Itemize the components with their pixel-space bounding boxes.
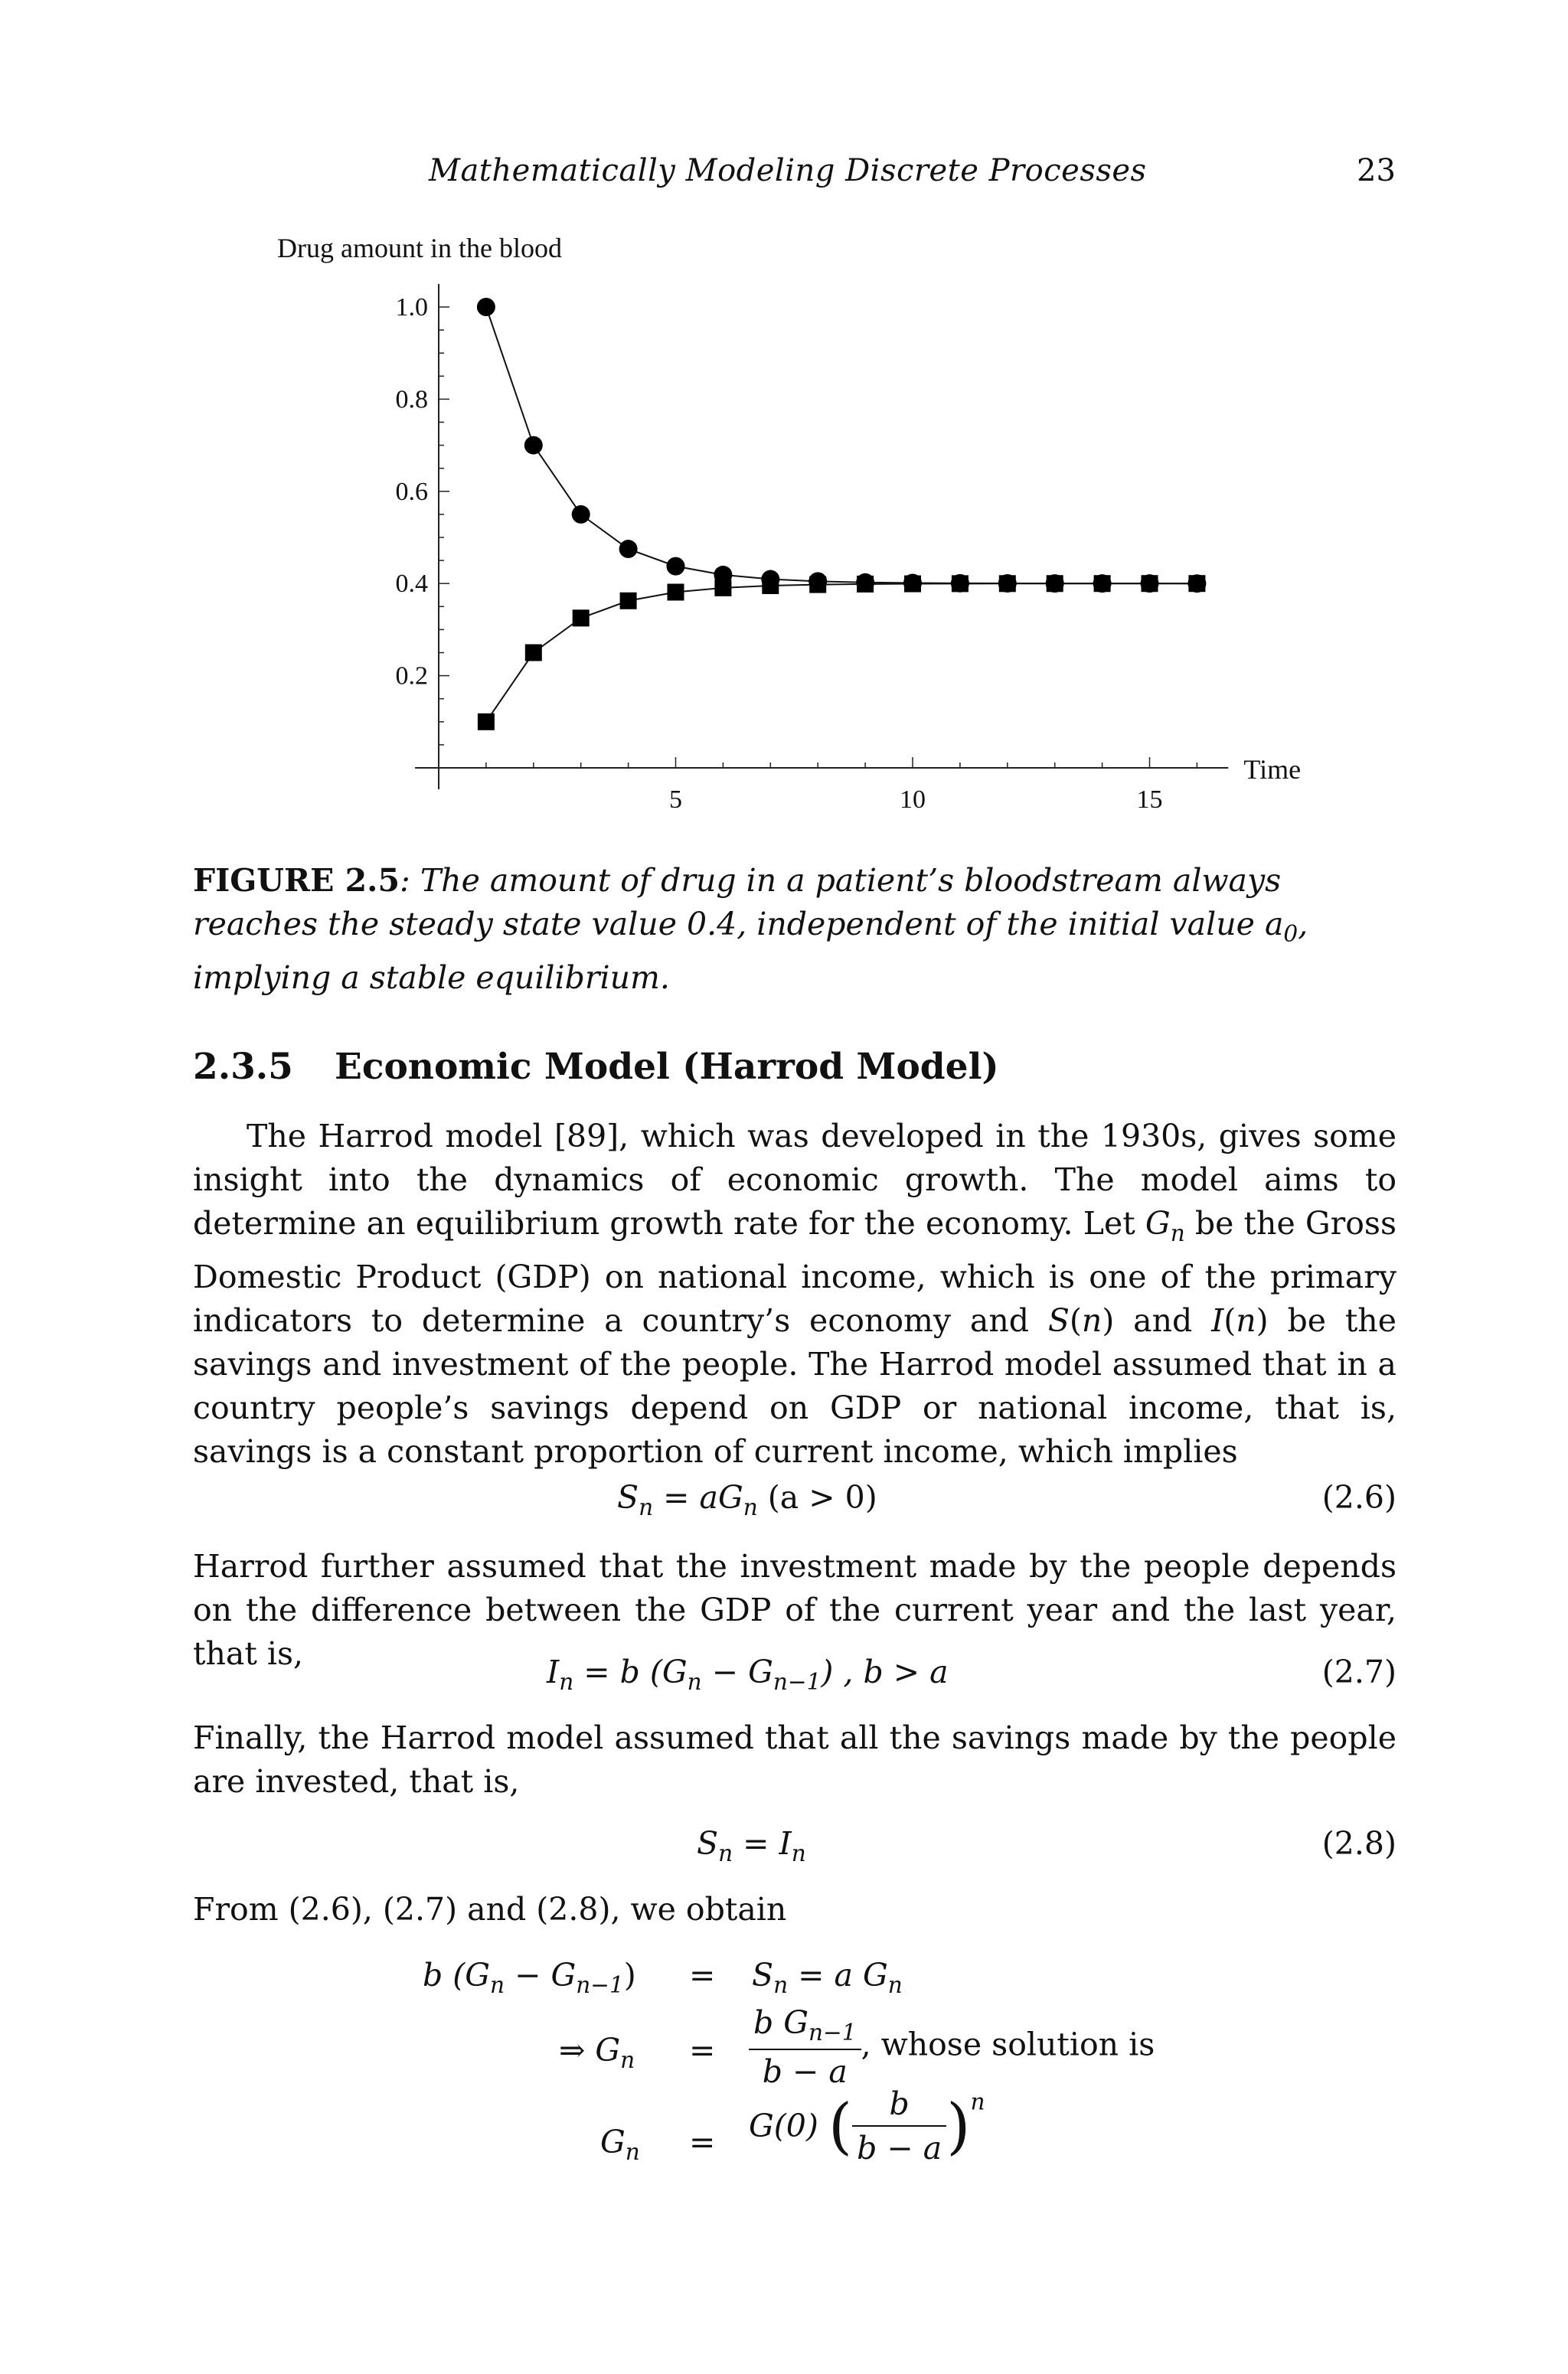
square-point bbox=[762, 577, 779, 594]
derivation-row-1-lhs: b $(G_n - G_{n-1})$ bbox=[423, 1957, 636, 1999]
derivation-row-3-eq: = bbox=[689, 2124, 716, 2160]
caption-text-before: : The amount of drug in a patient’s bloodstream always reaches the steady state value 0.4, independent of the initial value bbox=[193, 862, 1282, 942]
square-point bbox=[857, 576, 874, 593]
y-tick-label: 0.2 bbox=[395, 661, 428, 691]
paragraph-investment: Harrod further assumed that the investment made by the people depends on the difference between the GDP of the current year and the last year, that is, bbox=[193, 1548, 1396, 1672]
circle-point bbox=[667, 557, 685, 576]
paragraph-from: From (2.6), (2.7) and (2.8), we obtain bbox=[193, 1891, 787, 1928]
x-tick-label: 15 bbox=[1136, 785, 1163, 814]
caption-sub: 0 bbox=[1283, 921, 1298, 948]
square-point bbox=[1094, 575, 1111, 592]
equation-2-8: $S_n = I_n$ bbox=[697, 1825, 806, 1867]
caption-var: a bbox=[1264, 906, 1284, 942]
derivation-row-1-rhs: $S_n = a$ $G_n$ bbox=[752, 1957, 903, 1999]
circle-point bbox=[572, 505, 590, 524]
square-point bbox=[714, 580, 731, 596]
square-point bbox=[668, 583, 684, 600]
section-heading bbox=[193, 1046, 999, 1088]
caption-label: FIGURE 2.5 bbox=[193, 862, 400, 899]
derivation-row-2-eq: = bbox=[689, 2032, 716, 2069]
derivation-row-3-lhs: $G_n$ bbox=[600, 2124, 640, 2166]
square-point bbox=[1188, 575, 1205, 592]
page-number: 23 bbox=[1357, 153, 1396, 188]
fraction: $\frac{b}{b - a}$ bbox=[852, 2085, 946, 2167]
fraction: $\frac{b G_{n-1}}{b - a}$ bbox=[749, 2004, 861, 2090]
caption-text-after: , implying a stable equilibrium. bbox=[193, 906, 1308, 997]
x-tick-label: 5 bbox=[669, 785, 682, 814]
chart-labels bbox=[277, 233, 1301, 814]
chart-axes bbox=[415, 284, 1228, 789]
square-point bbox=[952, 575, 969, 592]
derivation-row-3-rhs: G(0) ( $\frac{b}{b - a}$ )$^n$ bbox=[749, 2085, 985, 2167]
circle-point bbox=[524, 436, 543, 455]
derivation-row-1-eq: = bbox=[689, 1957, 716, 1994]
equation-number-2-7: (2.7) bbox=[1321, 1654, 1396, 1690]
square-point bbox=[620, 593, 637, 609]
running-title: Mathematically Modeling Discrete Processes bbox=[429, 153, 1147, 188]
chart-marks bbox=[477, 298, 1207, 730]
section-number: 2.3.5 bbox=[193, 1046, 293, 1088]
paragraph-harrod-intro: The Harrod model [89], which was developed in the 1930s, gives some insight into the dynamics of economic growth. The model aims to determine an equilibrium growth rate for the economy. Let $G_n$ be the Gross Domestic Product (GDP) on national income, which is one of the primary indicators to determine a country’s economy and S(n) and I(n) be the savings and investment of the people. The Harrod model assumed that in a country people’s savings depend on GDP or national income, that is, savings is a constant proportion of current income, which implies bbox=[193, 1118, 1396, 1471]
square-point bbox=[1047, 575, 1063, 592]
equation-2-7: $I_n = b$ $(G_n - G_{n-1})$ , b > a bbox=[547, 1654, 949, 1696]
equation-number-2-8: (2.8) bbox=[1321, 1825, 1396, 1862]
equation-2-6: $S_n = aG_n$ (a > 0) bbox=[617, 1479, 877, 1521]
x-axis-label: Time bbox=[1243, 754, 1302, 785]
square-point bbox=[478, 714, 495, 730]
chart-ticks bbox=[439, 307, 1197, 768]
y-tick-label: 0.8 bbox=[395, 385, 428, 414]
derivation-row-2-rhs: $\frac{b G_{n-1}}{b - a}$ , whose solution is bbox=[749, 2004, 1155, 2090]
figure-caption bbox=[193, 859, 1396, 1000]
circle-point bbox=[619, 540, 638, 558]
paragraph-savings-invested: Finally, the Harrod model assumed that all the savings made by the people are invested, that is, bbox=[193, 1719, 1396, 1800]
square-point bbox=[573, 609, 590, 626]
square-point bbox=[525, 645, 542, 661]
equation-number-2-6: (2.6) bbox=[1321, 1479, 1396, 1516]
drug-amount-chart bbox=[260, 222, 1332, 834]
square-point bbox=[1142, 575, 1158, 592]
x-tick-label: 10 bbox=[900, 785, 926, 814]
y-tick-label: 1.0 bbox=[395, 293, 428, 322]
y-axis-label: Drug amount in the blood bbox=[277, 233, 562, 263]
y-tick-label: 0.4 bbox=[395, 570, 428, 599]
circle-point bbox=[477, 298, 495, 316]
square-point bbox=[999, 575, 1016, 592]
square-point bbox=[904, 576, 921, 593]
chart-series-lines bbox=[486, 307, 1197, 722]
square-point bbox=[809, 576, 826, 593]
derivation-row-2-lhs: ⇒ $G_n$ bbox=[559, 2032, 635, 2074]
squares-line bbox=[486, 583, 1197, 722]
circles-line bbox=[486, 307, 1197, 583]
section-title: Economic Model (Harrod Model) bbox=[335, 1046, 999, 1088]
y-tick-label: 0.6 bbox=[395, 477, 428, 506]
